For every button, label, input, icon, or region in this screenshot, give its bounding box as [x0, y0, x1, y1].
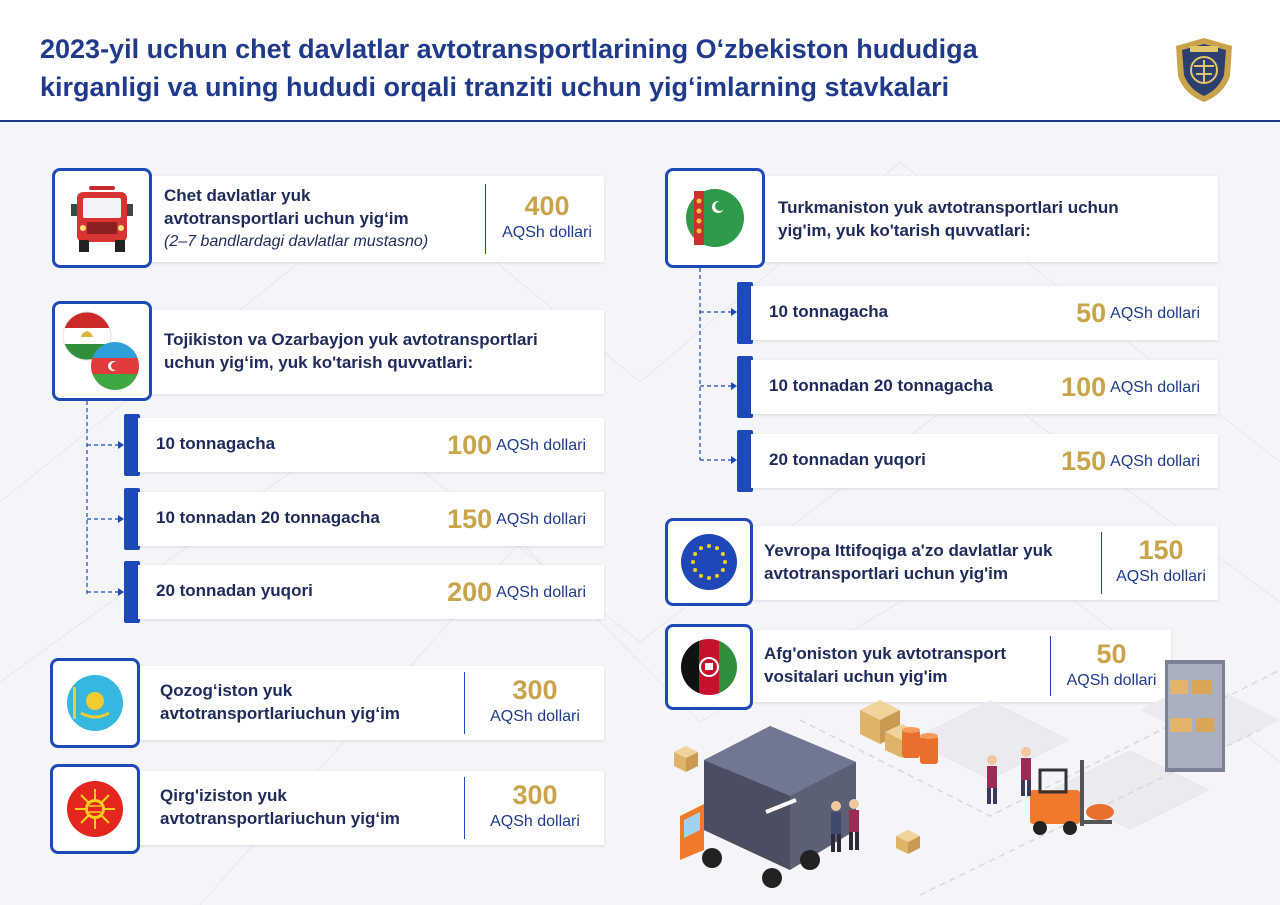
- turkmenistan-connector: [697, 268, 741, 466]
- afghanistan-line-1: Afg'oniston yuk avtotransport: [764, 644, 1007, 663]
- kazakhstan-line-2: avtotransportlariuchun yigʻim: [160, 704, 400, 723]
- kyrgyzstan-value: 300: [512, 780, 558, 810]
- turkmenistan-row-3-label: 20 tonnadan yuqori: [769, 450, 926, 469]
- kazakhstan-unit: AQSh dollari: [490, 708, 580, 725]
- turkmenistan-line-2: yig'im, yuk ko'tarish quvvatlari:: [778, 221, 1031, 240]
- kyrgyzstan-flag-box: [50, 764, 140, 854]
- eu-divider: [1101, 532, 1102, 594]
- taj-az-line-2: uchun yigʻim, yuk ko'tarish quvvatlari:: [164, 353, 474, 372]
- kazakhstan-flag-box: [50, 658, 140, 748]
- delivery-truck-icon: [680, 726, 856, 888]
- kazakhstan-flag-icon: [65, 673, 125, 733]
- title-line-1: 2023-yil uchun chet davlatlar avtotransportlarining Oʻzbekiston hududiga: [40, 34, 978, 64]
- kyrgyzstan-line-2: avtotransportlariuchun yigʻim: [160, 809, 400, 828]
- foreign-line-1: Chet davlatlar yuk: [164, 186, 311, 205]
- taj-az-row-3-label: 20 tonnadan yuqori: [156, 581, 313, 600]
- taj-az-row-1-unit: AQSh dollari: [496, 436, 586, 454]
- truck-icon: [67, 182, 137, 254]
- taj-az-flags-box: [52, 301, 152, 401]
- kazakhstan-card: [140, 666, 604, 740]
- foreign-line-2: avtotransportlari uchun yigʻim: [164, 209, 409, 228]
- taj-az-row-3-unit: AQSh dollari: [496, 583, 586, 601]
- taj-az-row-1-value: 100: [447, 430, 493, 460]
- taj-az-row-2-label: 10 tonnadan 20 tonnagacha: [156, 508, 380, 527]
- afghanistan-value: 50: [1096, 639, 1127, 669]
- foreign-value: 400: [524, 191, 570, 221]
- title-line-2: kirganligi va uning hududi orqali tranziti uchun yigʻimlarning stavkalari: [40, 72, 950, 102]
- taj-az-row-2-value: 150: [447, 504, 493, 534]
- truck-icon-box: [52, 168, 152, 268]
- eu-flag-box: [665, 518, 753, 606]
- turkmenistan-flag-icon: [684, 187, 746, 249]
- eu-value: 150: [1138, 535, 1184, 565]
- turkmenistan-row-2-unit: AQSh dollari: [1110, 378, 1200, 396]
- kazakhstan-divider: [464, 672, 465, 734]
- page-title: [40, 30, 1140, 106]
- turkmenistan-row-2-label: 10 tonnadan 20 tonnagacha: [769, 376, 993, 395]
- turkmenistan-row-1-unit: AQSh dollari: [1110, 304, 1200, 322]
- logistics-illustration: [660, 640, 1280, 905]
- eu-line-1: Yevropa Ittifoqiga a'zo davlatlar yuk: [764, 541, 1053, 560]
- foreign-divider: [485, 184, 486, 254]
- eu-flag-icon: [679, 532, 739, 592]
- turkmenistan-line-1: Turkmaniston yuk avtotransportlari uchun: [778, 198, 1119, 217]
- turkmenistan-row-1: [751, 286, 1218, 340]
- taj-az-flags-icon: [55, 304, 149, 398]
- page-header: [0, 0, 1280, 122]
- turkmenistan-row-3: [751, 434, 1218, 488]
- kyrgyzstan-card: [140, 771, 604, 845]
- taj-az-row-1-label: 10 tonnagacha: [156, 434, 276, 453]
- taj-az-header-card: [142, 310, 604, 394]
- foreign-fee-card: [142, 176, 604, 262]
- taj-az-line-1: Tojikiston va Ozarbayjon yuk avtotransportlari: [164, 330, 538, 349]
- turkmenistan-row-2-value: 100: [1061, 372, 1107, 402]
- turkmenistan-row-2: [751, 360, 1218, 414]
- turkmenistan-row-3-value: 150: [1061, 446, 1107, 476]
- afghanistan-line-2: vositalari uchun yig'im: [764, 667, 948, 686]
- foreign-unit: AQSh dollari: [502, 224, 592, 241]
- warehouse-shelf-icon: [1165, 660, 1225, 772]
- foreign-note: (2–7 bandlardagi davlatlar mustasno): [164, 233, 429, 250]
- kazakhstan-line-1: Qozogʻiston yuk: [160, 681, 293, 700]
- kyrgyzstan-unit: AQSh dollari: [490, 813, 580, 830]
- kazakhstan-value: 300: [512, 675, 558, 705]
- taj-az-row-3: [138, 565, 604, 619]
- kyrgyzstan-flag-icon: [65, 779, 125, 839]
- afghanistan-unit: AQSh dollari: [1066, 672, 1157, 689]
- taj-az-connector: [84, 401, 128, 597]
- kyrgyzstan-line-1: Qirg'iziston yuk: [160, 786, 287, 805]
- customs-emblem-icon: [1172, 36, 1236, 104]
- turkmenistan-row-1-value: 50: [1076, 298, 1107, 328]
- kyrgyzstan-divider: [464, 777, 465, 839]
- eu-unit: AQSh dollari: [1116, 568, 1206, 585]
- eu-line-2: avtotransportlari uchun yig'im: [764, 564, 1008, 583]
- turkmenistan-header-card: [764, 176, 1218, 262]
- eu-card: [752, 526, 1218, 600]
- turkmenistan-row-1-label: 10 tonnagacha: [769, 302, 889, 321]
- taj-az-row-3-value: 200: [447, 577, 493, 607]
- turkmenistan-row-3-unit: AQSh dollari: [1110, 452, 1200, 470]
- taj-az-row-2-unit: AQSh dollari: [496, 510, 586, 528]
- turkmenistan-flag-box: [665, 168, 765, 268]
- taj-az-row-1: [138, 418, 604, 472]
- taj-az-row-2: [138, 492, 604, 546]
